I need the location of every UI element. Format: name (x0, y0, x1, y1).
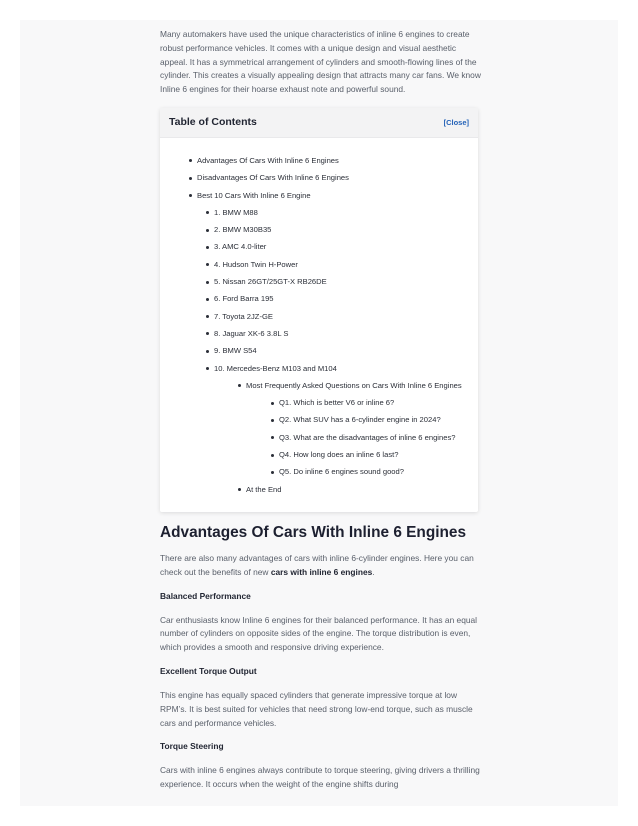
toc-link-advantages[interactable]: Advantages Of Cars With Inline 6 Engines (197, 155, 339, 165)
toc-link-car-4[interactable]: 4. Hudson Twin H-Power (214, 259, 298, 269)
advantages-heading: Advantages Of Cars With Inline 6 Engines (160, 523, 467, 541)
toc-item (197, 238, 468, 255)
toc-link-car-2[interactable]: 2. BMW M30B35 (214, 225, 272, 235)
toc-link-car-3[interactable]: 3. AMC 4.0-liter (214, 242, 267, 252)
toc-faq-list (214, 377, 468, 498)
toc-link-q1[interactable]: Q1. Which is better V6 or inline 6? (279, 398, 395, 408)
toc-item (262, 394, 468, 411)
toc-item (262, 463, 468, 480)
toc-item (262, 411, 468, 428)
cars-with-inline-6-link[interactable]: cars with inline 6 engines (270, 566, 373, 577)
article-page (20, 20, 618, 806)
toc-item (230, 377, 468, 481)
toc-link-car-8[interactable]: 8. Jaguar XK-6 3.8L S (214, 328, 289, 338)
toc-link-car-9[interactable]: 9. BMW S54 (214, 346, 257, 356)
toc-item (262, 429, 468, 446)
section-text-torque-steering: Cars with inline 6 engines always contribute to torque steering, giving drivers a thrilling experience. It occurs when the weight of the engine shifts during (160, 765, 480, 790)
toc-link-disadvantages[interactable]: Disadvantages Of Cars With Inline 6 Engines (197, 173, 349, 183)
toc-link-q5[interactable]: Q5. Do inline 6 engines sound good? (279, 467, 404, 477)
section-text-balanced: Car enthusiasts know Inline 6 engines for their balanced performance. It has an equal number of cylinders on opposite sides of the engine. The torque distribution is even, which provides a smooth and responsive driving experience. (160, 614, 478, 653)
toc-item (197, 204, 468, 221)
toc-item (197, 221, 468, 238)
toc-item (197, 256, 468, 273)
article-content (160, 28, 482, 792)
toc-item (197, 273, 468, 290)
toc-link-best-10[interactable]: Best 10 Cars With Inline 6 Engine (197, 190, 311, 200)
toc-list (160, 152, 468, 204)
toc-questions-list (246, 394, 468, 480)
toc-item (197, 342, 468, 359)
toc-item (197, 308, 468, 325)
toc-body (160, 138, 478, 512)
toc-title: Table of Contents (169, 116, 257, 129)
toc-link-car-1[interactable]: 1. BMW M88 (214, 207, 258, 217)
section-heading-torque-output: Excellent Torque Output (160, 665, 257, 676)
section-heading-torque-steering: Torque Steering (160, 741, 224, 752)
advantages-intro: There are also many advantages of cars with inline 6-cylinder engines. Here you can check out the benefits of new cars with inline 6 engines. (160, 552, 474, 577)
table-of-contents (160, 108, 478, 512)
toc-item (160, 169, 468, 186)
toc-item (197, 290, 468, 307)
toc-link-car-6[interactable]: 6. Ford Barra 195 (214, 294, 274, 304)
toc-link-car-7[interactable]: 7. Toyota 2JZ-GE (214, 311, 273, 321)
toc-item (197, 325, 468, 342)
toc-link-q3[interactable]: Q3. What are the disadvantages of inline 6 engines? (279, 432, 456, 442)
section-text-torque-output: This engine has equally spaced cylinders that generate impressive torque at low RPM’s. It is best suited for vehicles that need strong low-end torque, such as muscle cars and performance vehicles. (160, 689, 473, 728)
toc-close-link[interactable]: [Close] (443, 117, 469, 127)
intro-paragraph: Many automakers have used the unique characteristics of inline 6 engines to create robust performance vehicles. It comes with a unique design and visual aesthetic appeal. It has a symmetrical arrangement of cylinders and smooth-flowing lines of the cylinder. This creates a visually appealing design that attracts many car fans. We know Inline 6 engines for their hoarse exhaust note and powerful sound. (160, 29, 481, 95)
toc-cars-list (160, 204, 468, 498)
toc-link-faq[interactable]: Most Frequently Asked Questions on Cars With Inline 6 Engines (246, 380, 462, 390)
toc-header (160, 108, 478, 138)
toc-link-q2[interactable]: Q2. What SUV has a 6-cylinder engine in 2024? (279, 415, 441, 425)
section-heading-balanced: Balanced Performance (160, 590, 251, 601)
toc-link-car-10[interactable]: 10. Mercedes-Benz M103 and M104 (214, 363, 337, 373)
toc-item (160, 187, 468, 204)
toc-link-at-the-end[interactable]: At the End (246, 484, 282, 494)
toc-item (262, 446, 468, 463)
toc-item (160, 152, 468, 169)
toc-link-q4[interactable]: Q4. How long does an inline 6 last? (279, 450, 399, 460)
toc-link-car-5[interactable]: 5. Nissan 26GT/25GT-X RB26DE (214, 277, 327, 287)
toc-item (230, 481, 468, 498)
toc-item (197, 360, 468, 498)
